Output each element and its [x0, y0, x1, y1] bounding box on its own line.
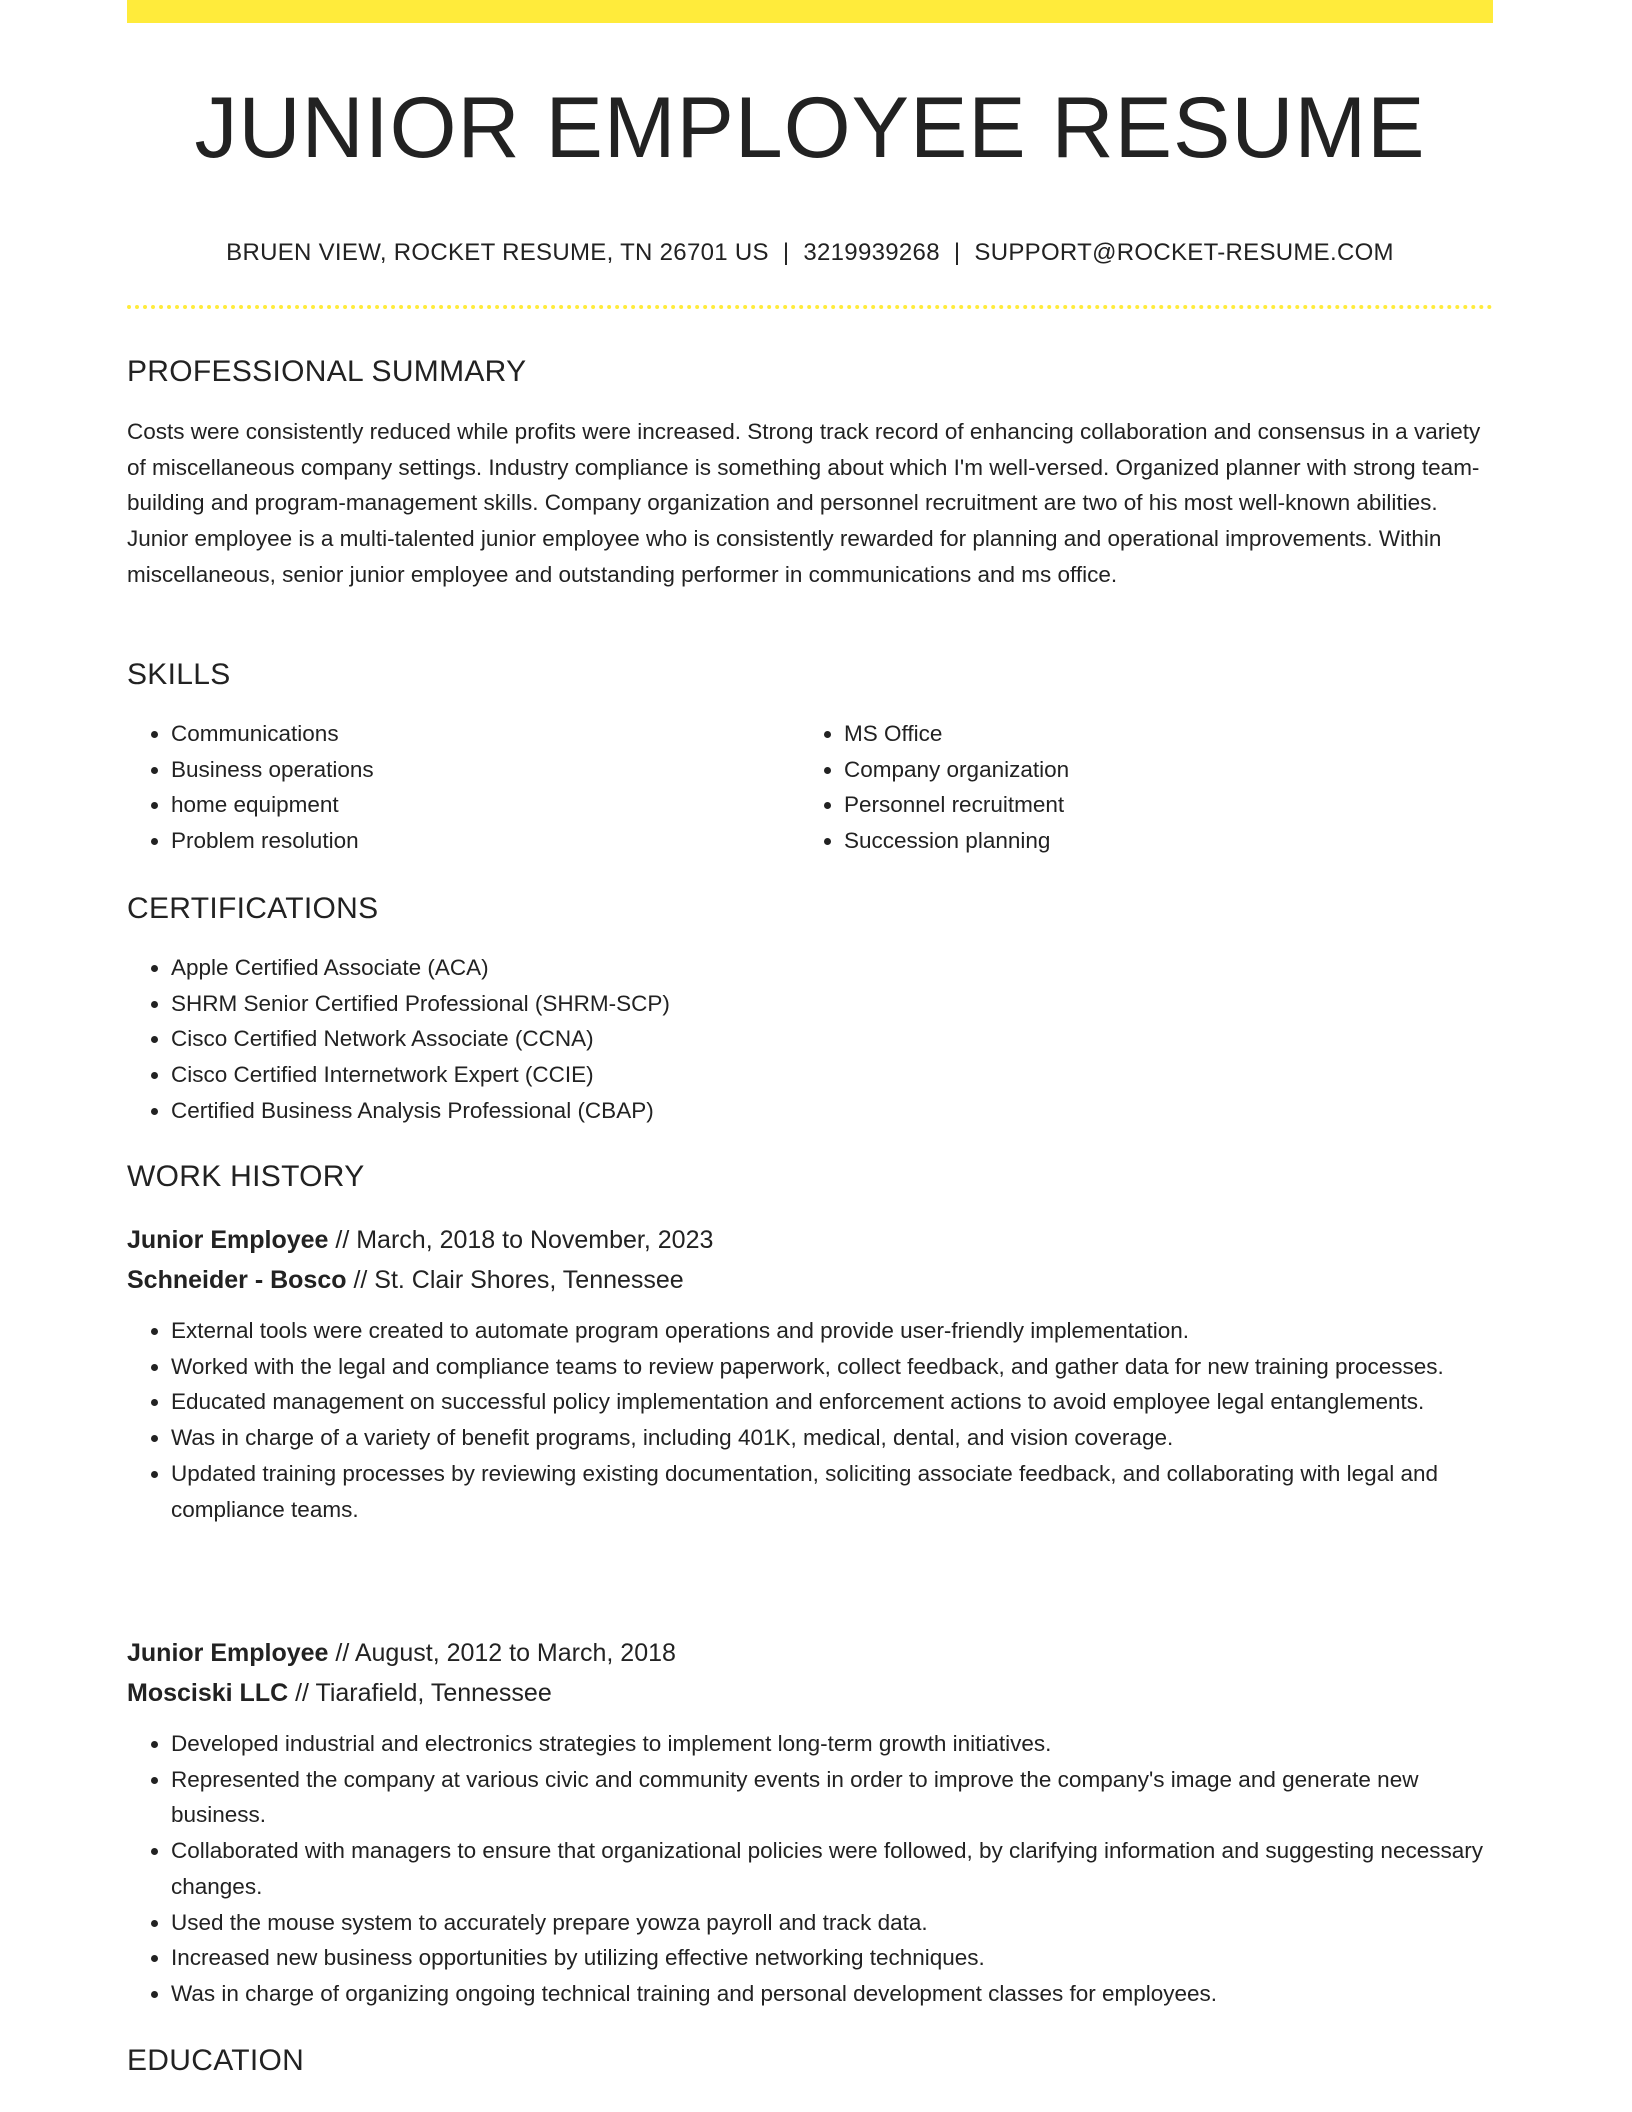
job-1-company-line	[127, 1260, 684, 1300]
skills-list-right	[800, 716, 1493, 859]
job-2-bullets	[127, 1726, 1493, 2012]
skill-item: • home equipment	[171, 787, 799, 823]
certifications-heading: CERTIFICATIONS	[127, 892, 379, 925]
certifications-list	[127, 950, 1493, 1129]
certification-item: • Cisco Certified Internetwork Expert (CCIE)	[171, 1057, 1493, 1093]
job-bullet: • Represented the company at various civic and community events in order to improve the company's image and generate new business.	[171, 1762, 1493, 1833]
contact-phone[interactable]: 3219939268	[803, 239, 940, 266]
education-heading: EDUCATION	[127, 2044, 305, 2077]
job-role: Junior Employee	[127, 1226, 329, 1254]
contact-separator: |	[782, 239, 790, 266]
job-bullet: • Used the mouse system to accurately prepare yowza payroll and track data.	[171, 1905, 1493, 1941]
job-location: // Tiarafield, Tennessee	[288, 1679, 552, 1707]
skill-item: • Personnel recruitment	[844, 787, 1493, 823]
job-2-title-line	[127, 1633, 676, 1673]
skill-item: • Problem resolution	[171, 823, 799, 859]
contact-separator: |	[953, 239, 961, 266]
skill-item: • Company organization	[844, 752, 1493, 788]
job-bullet: • Worked with the legal and compliance teams to review paperwork, collect feedback, and gather data for new training processes.	[171, 1349, 1473, 1385]
job-bullet: • Collaborated with managers to ensure that organizational policies were followed, by clarifying information and suggesting necessary changes.	[171, 1833, 1493, 1904]
summary-heading: PROFESSIONAL SUMMARY	[127, 355, 527, 388]
accent-top-bar	[127, 0, 1493, 23]
job-bullet: • Developed industrial and electronics strategies to implement long-term growth initiatives.	[171, 1726, 1493, 1762]
job-bullet: • External tools were created to automate program operations and provide user-friendly implementation.	[171, 1313, 1473, 1349]
job-company: Mosciski LLC	[127, 1679, 289, 1707]
job-dates: // August, 2012 to March, 2018	[328, 1639, 676, 1667]
job-dates: // March, 2018 to November, 2023	[328, 1226, 714, 1254]
work-history-heading: WORK HISTORY	[127, 1160, 365, 1193]
certification-item: • Certified Business Analysis Professional (CBAP)	[171, 1093, 1493, 1129]
job-bullet: • Increased new business opportunities by utilizing effective networking techniques.	[171, 1940, 1493, 1976]
skill-item: • Succession planning	[844, 823, 1493, 859]
job-bullet: • Was in charge of organizing ongoing technical training and personal development classes for employees.	[171, 1976, 1493, 2012]
job-1-title-line	[127, 1220, 713, 1260]
certification-item: • SHRM Senior Certified Professional (SHRM-SCP)	[171, 986, 1493, 1022]
job-bullet: • Updated training processes by reviewing existing documentation, soliciting associate feedback, and collaborating with legal and compliance teams.	[171, 1456, 1473, 1527]
job-company: Schneider - Bosco	[127, 1266, 347, 1294]
job-bullet: • Was in charge of a variety of benefit programs, including 401K, medical, dental, and vision coverage.	[171, 1420, 1473, 1456]
skills-heading: SKILLS	[127, 658, 231, 691]
summary-text: Costs were consistently reduced while profits were increased. Strong track record of enhancing collaboration and consensus in a variety of miscellaneous company settings. Industry compliance is something about which I'm well-versed. Organized planner with strong team-building and program-management skills. Company organization and personnel recruitment are two of his most well-known abilities. Junior employee is a multi-talented junior employee who is consistently rewarded for planning and operational improvements. Within miscellaneous, senior junior employee and outstanding performer in communications and ms office.	[127, 419, 1481, 587]
skills-list-left	[127, 716, 799, 859]
job-bullet: • Educated management on successful policy implementation and enforcement actions to avoid employee legal entanglements.	[171, 1384, 1473, 1420]
dotted-divider	[127, 305, 1493, 309]
job-location: // St. Clair Shores, Tennessee	[346, 1266, 684, 1294]
job-1-bullets	[127, 1313, 1493, 1527]
job-2-company-line	[127, 1673, 552, 1713]
contact-email[interactable]: SUPPORT@ROCKET-RESUME.COM	[974, 239, 1394, 266]
resume-title: JUNIOR EMPLOYEE RESUME	[194, 80, 1426, 176]
contact-line	[127, 236, 1493, 270]
job-role: Junior Employee	[127, 1639, 329, 1667]
skill-item: • Communications	[171, 716, 799, 752]
certification-item: • Cisco Certified Network Associate (CCNA)	[171, 1021, 1493, 1057]
contact-address: BRUEN VIEW, ROCKET RESUME, TN 26701 US	[226, 239, 769, 266]
skill-item: • Business operations	[171, 752, 799, 788]
certification-item: • Apple Certified Associate (ACA)	[171, 950, 1493, 986]
skill-item: • MS Office	[844, 716, 1493, 752]
